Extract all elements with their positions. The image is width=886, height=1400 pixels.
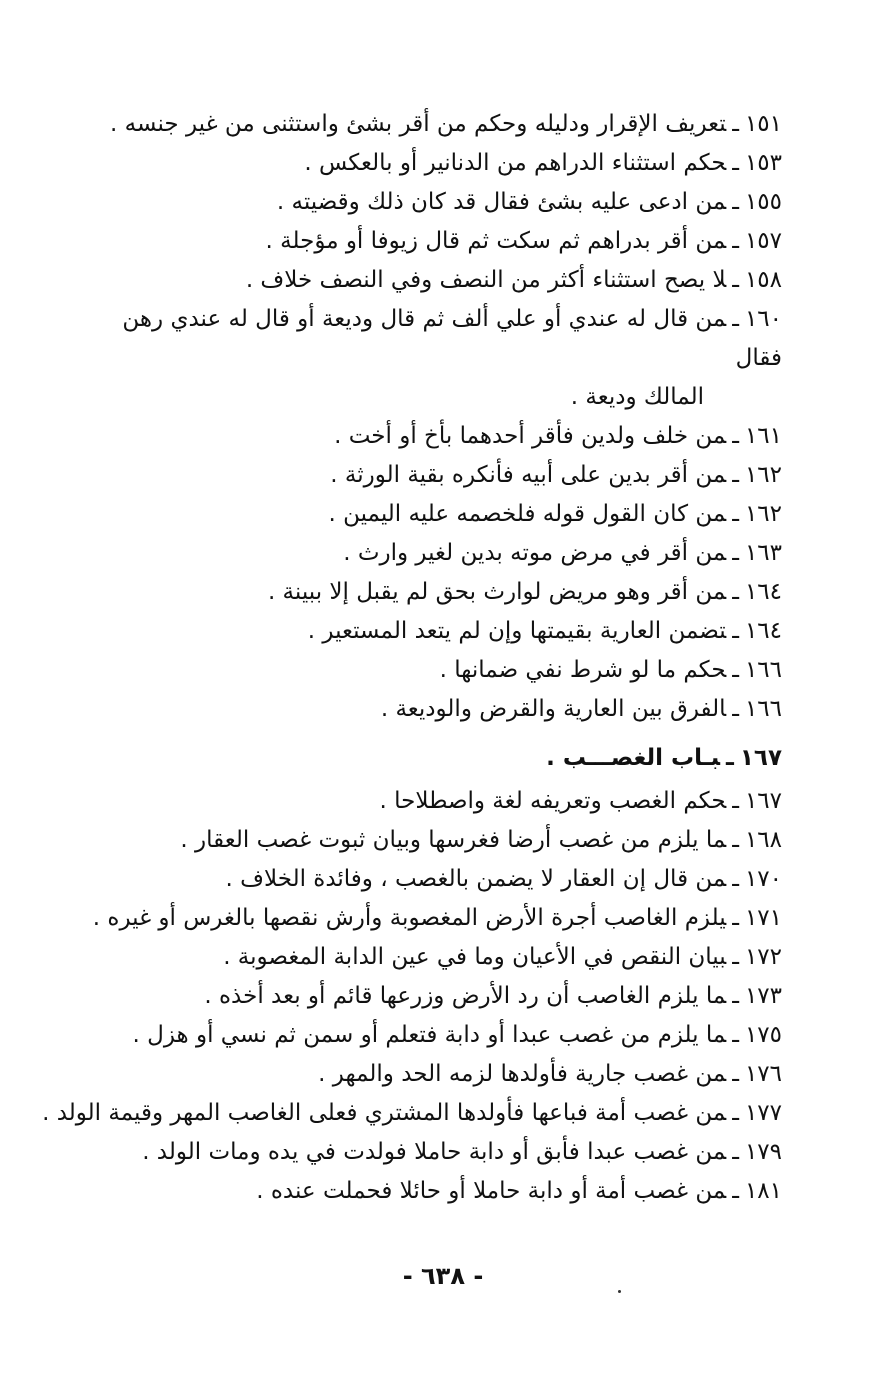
toc-entry (92, 183, 782, 222)
entry-page-number: ١٥١ (744, 111, 782, 137)
entry-page-number: ١٦٤ (744, 618, 782, 644)
toc-entry (92, 938, 782, 977)
toc-entry (92, 573, 782, 612)
toc-entry (92, 1133, 782, 1172)
entry-title: من أقر بدراهم ثم سكت ثم قال زيوفا أو مؤجلة . (265, 228, 727, 254)
entry-page-number: ١٥٥ (744, 189, 782, 215)
entry-title: حكم استثناء الدراهم من الدنانير أو بالعكس . (304, 150, 727, 176)
entry-dash: ـ (732, 501, 739, 527)
entry-dash: ـ (732, 462, 739, 488)
entry-dash: ـ (732, 1061, 739, 1087)
entry-page-number: ١٦٠ (744, 306, 782, 332)
entry-title: تضمن العارية بقيمتها وإن لم يتعد المستعير . (307, 618, 727, 644)
entry-page-number: ١٦٢ (744, 462, 782, 488)
entry-title: ما يلزم من غصب أرضا فغرسها وبيان ثبوت غصب العقار . (180, 827, 727, 853)
entry-page-number: ١٥٧ (744, 228, 782, 254)
entry-dash: ـ (732, 267, 739, 293)
scan-speck (618, 1290, 621, 1293)
toc-entry (92, 690, 782, 729)
entry-dash: ـ (732, 579, 739, 605)
entry-dash: ـ (732, 228, 739, 254)
toc-entry (92, 1016, 782, 1055)
entry-title: ما يلزم الغاصب أن رد الأرض وزرعها قائم أو بعد أخذه . (204, 983, 727, 1009)
toc-entry (92, 456, 782, 495)
toc-entry (92, 651, 782, 690)
entry-dash: ـ (732, 1100, 739, 1126)
entry-dash: ـ (732, 618, 739, 644)
entry-title: الفرق بين العارية والقرض والوديعة . (380, 696, 727, 722)
entry-page-number: ١٦١ (744, 423, 782, 449)
page-number: - ٦٣٨ - (402, 1262, 484, 1290)
toc-entry (92, 1172, 782, 1211)
entry-dash: ـ (732, 423, 739, 449)
entry-page-number: ١٦٨ (744, 827, 782, 853)
toc-entry (92, 1055, 782, 1094)
entry-page-number: ١٨١ (744, 1178, 782, 1204)
entry-dash: ـ (732, 540, 739, 566)
entry-title: من قال إن العقار لا يضمن بالغصب ، وفائدة الخلاف . (225, 866, 727, 892)
entry-dash: ـ (732, 788, 739, 814)
entry-page-number: ١٦٦ (744, 657, 782, 683)
toc-entry (92, 612, 782, 651)
section-heading (92, 739, 782, 778)
entry-page-number: ١٧١ (744, 905, 782, 931)
entry-dash: ـ (732, 1022, 739, 1048)
entry-dash: ـ (732, 866, 739, 892)
entry-title: من ادعى عليه بشئ فقال قد كان ذلك وقضيته . (276, 189, 727, 215)
toc-entry (92, 261, 782, 300)
toc-entry (92, 899, 782, 938)
entry-title: تعريف الإقرار ودليله وحكم من أقر بشئ واستثنى من غير جنسه . (110, 111, 727, 137)
entry-page-number: ١٦٦ (744, 696, 782, 722)
entry-dash: ـ (732, 657, 739, 683)
entry-page-number: ١٧٠ (744, 866, 782, 892)
entry-dash: ـ (732, 306, 739, 332)
entry-dash: ـ (732, 696, 739, 722)
entry-page-number: ١٧٥ (744, 1022, 782, 1048)
entry-dash: ـ (732, 1178, 739, 1204)
entry-title: حكم ما لو شرط نفي ضمانها . (439, 657, 727, 683)
entry-page-number: ١٧٧ (744, 1100, 782, 1126)
toc-entry (92, 222, 782, 261)
entry-dash: ـ (732, 1139, 739, 1165)
entry-title: من غصب أمة فباعها فأولدها المشتري فعلى الغاصب المهر وقيمة الولد . (42, 1100, 727, 1126)
toc-entry (92, 495, 782, 534)
entry-page-number: ١٧٩ (744, 1139, 782, 1165)
entry-title: حكم الغصب وتعريفه لغة واصطلاحا . (379, 788, 727, 814)
table-of-contents (42, 105, 782, 1211)
entry-title: من غصب أمة أو دابة حاملا أو حائلا فحملت عنده . (256, 1178, 727, 1204)
section-page-number: ١٦٧ (739, 745, 782, 771)
toc-entry (92, 417, 782, 456)
toc-entry (92, 144, 782, 183)
entry-dash: ـ (732, 150, 739, 176)
toc-entry (92, 105, 782, 144)
entry-dash: ـ (732, 111, 739, 137)
entry-page-number: ١٧٢ (744, 944, 782, 970)
entry-title: من أقر في مرض موته بدين لغير وارث . (343, 540, 727, 566)
entry-title: من قال له عندي أو علي ألف ثم قال وديعة أو قال له عندي رهن فقال (122, 306, 782, 371)
entry-page-number: ١٥٨ (744, 267, 782, 293)
section-dash: ـ (726, 745, 734, 771)
entry-title: من كان القول قوله فلخصمه عليه اليمين . (328, 501, 727, 527)
entry-title: من أقر وهو مريض لوارث بحق لم يقبل إلا ببينة . (267, 579, 727, 605)
toc-entry (92, 977, 782, 1016)
toc-entry (92, 821, 782, 860)
toc-entry (42, 1094, 782, 1133)
entry-page-number: ١٦٤ (744, 579, 782, 605)
entry-page-number: ١٥٣ (744, 150, 782, 176)
toc-entry (92, 534, 782, 573)
entry-page-number: ١٦٧ (744, 788, 782, 814)
entry-dash: ـ (732, 944, 739, 970)
section-title: بـاب الغصـــب . (546, 745, 720, 771)
entry-title-continuation: المالك وديعة . (570, 384, 704, 410)
entry-title: من غصب عبدا فأبق أو دابة حاملا فولدت في يده ومات الولد . (142, 1139, 727, 1165)
entry-title: من خلف ولدين فأقر أحدهما بأخ أو أخت . (334, 423, 727, 449)
entry-dash: ـ (732, 983, 739, 1009)
entry-title: يلزم الغاصب أجرة الأرض المغصوبة وأرش نقصها بالغرس أو غيره . (92, 905, 727, 931)
entry-title: بيان النقص في الأعيان وما في عين الدابة المغصوبة . (223, 944, 727, 970)
entry-dash: ـ (732, 827, 739, 853)
toc-entry (92, 300, 782, 417)
toc-entry (92, 860, 782, 899)
entry-title: لا يصح استثناء أكثر من النصف وفي النصف خلاف . (245, 267, 727, 293)
entry-page-number: ١٦٢ (744, 501, 782, 527)
entry-dash: ـ (732, 905, 739, 931)
entry-page-number: ١٧٣ (744, 983, 782, 1009)
entry-dash: ـ (732, 189, 739, 215)
entry-page-number: ١٦٣ (744, 540, 782, 566)
entry-title: من غصب جارية فأولدها لزمه الحد والمهر . (318, 1061, 727, 1087)
toc-entry (92, 782, 782, 821)
entry-title: من أقر بدين على أبيه فأنكره بقية الورثة . (330, 462, 727, 488)
entry-title: ما يلزم من غصب عبدا أو دابة فتعلم أو سمن ثم نسي أو هزل . (132, 1022, 727, 1048)
entry-page-number: ١٧٦ (744, 1061, 782, 1087)
